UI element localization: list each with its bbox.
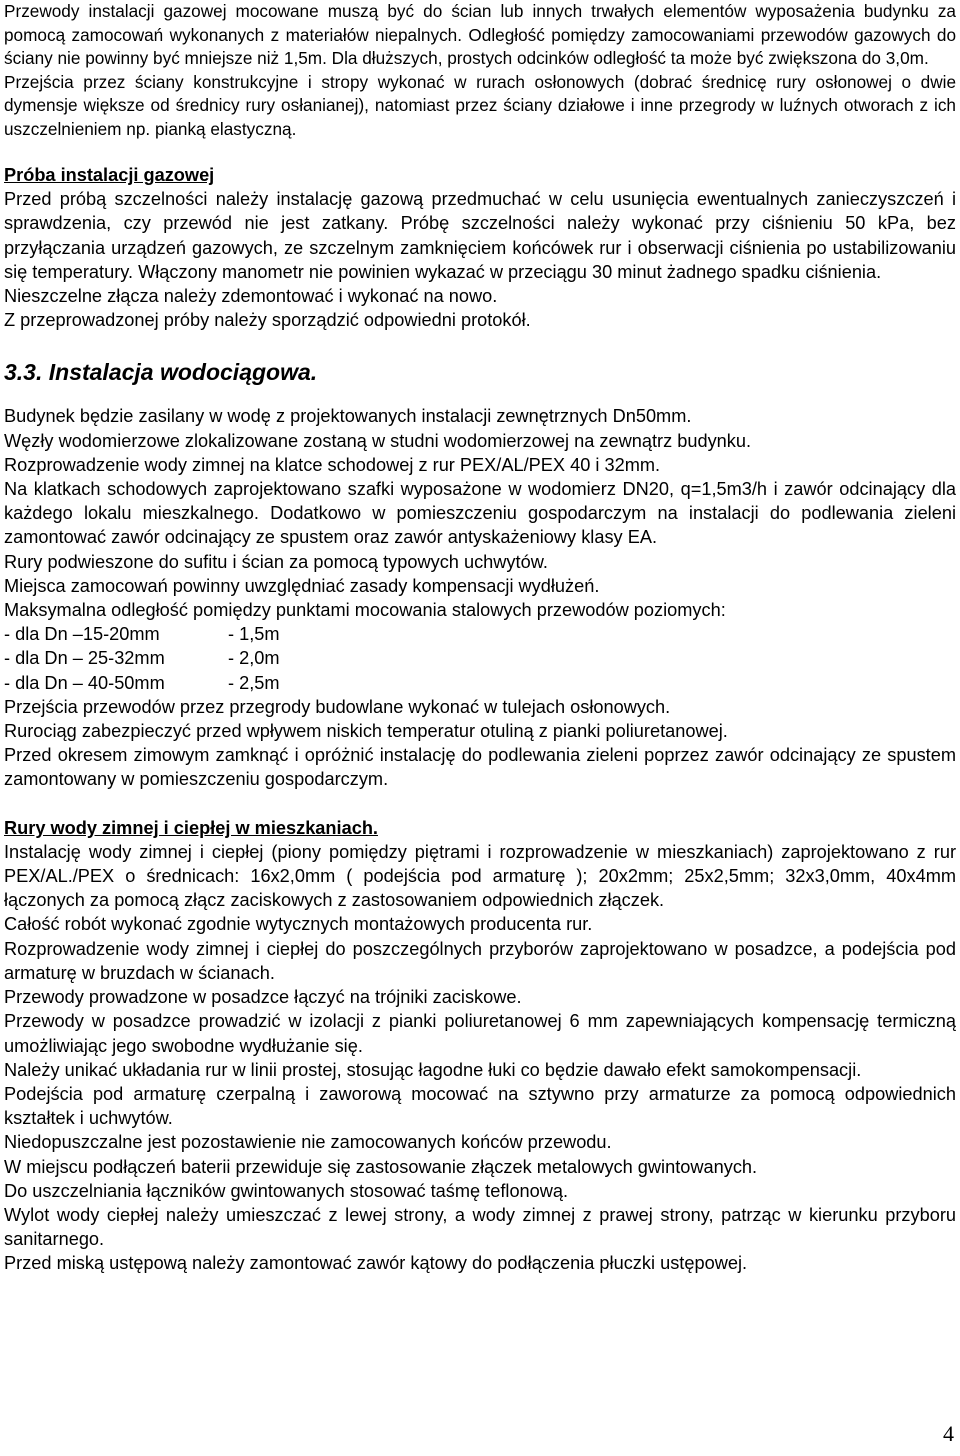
pipes-paragraph-8: Niedopuszczalne jest pozostawienie nie zamocowanych końców przewodu. — [4, 1132, 612, 1153]
water-paragraph-7: Maksymalna odległość pomiędzy punktami mocowania stalowych przewodów poziomych: — [4, 600, 726, 621]
pipes-paragraph-5: Przewody w posadzce prowadzić w izolacji z pianki poliuretanowej 6 mm zapewniających kompensację termiczną umożliwiając jego swobodne wydłużanie się. — [4, 1011, 956, 1056]
spacer — [4, 386, 956, 404]
table-cell-distance: - 2,5m — [228, 672, 280, 693]
water-paragraph-10: Przed okresem zimowym zamknąć i opróżnić instalację do podlewania zieleni poprzez zawór odcinający ze spustem zamontowany w pomieszczeniu gospodarczym. — [4, 745, 956, 790]
gas-test-paragraph: Przed próbą szczelności należy instalację gazową przedmuchać w celu usunięcia ewentualnych zanieczyszczeń i sprawdzenia, czy przewód nie jest zatkany. Próbę szczelności należy wykonać przy ciśnieniu 50 kPa, bez przyłączania urządzeń gazowych, ze szczelnym zamknięciem końcówek rur i obserwacji ciśnienia po ustabilizowaniu się temperatury. Włączony manometr nie powinien wykazać w przeciągu 30 minut żadnego spadku ciśnienia. — [4, 189, 956, 282]
water-paragraph-8: Przejścia przewodów przez przegrody budowlane wykonać w tulejach osłonowych. — [4, 696, 671, 717]
water-paragraph-2: Węzły wodomierzowe zlokalizowane zostaną w studni wodomierzowej na zewnątrz budynku. — [4, 430, 752, 451]
document-page — [4, 0, 956, 1276]
pipes-paragraph-3: Rozprowadzenie wody zimnej i ciepłej do poszczególnych przyborów zaprojektowano w posadzce, a podejścia pod armaturę w bruzdach w ścianach. — [4, 938, 956, 983]
table-row — [4, 671, 956, 695]
pipes-paragraph-7: Podejścia pod armaturę czerpalną i zaworową mocować na sztywno przy armaturze za pomocą odpowiednich kształtek i uchwytów. — [4, 1083, 956, 1129]
water-paragraph-1: Budynek będzie zasilany w wodę z projektowanych instalacji zewnętrznych Dn50mm. — [4, 406, 692, 427]
table-row — [4, 622, 956, 646]
gas-intro-paragraph: Przewody instalacji gazowej mocowane muszą być do ścian lub innych trwałych elementów wyposażenia budynku za pomocą zamocowań wykonanych z materiałów niepalnych. Odległość pomiędzy zamocowaniami przewodów gazowych do ściany nie powinny być mniejsze niż 1,5m. Dla dłuższych, prostych odcinków odległość ta może być zwiększona do 3,0m. — [4, 1, 956, 68]
water-paragraph-3: Rozprowadzenie wody zimnej na klatce schodowej z rur PEX/AL/PEX 40 i 32mm. — [4, 454, 661, 475]
pipes-paragraph-10: Do uszczelniania łączników gwintowanych stosować taśmę teflonową. — [4, 1180, 569, 1201]
water-paragraph-9: Rurociąg zabezpieczyć przed wpływem niskich temperatur otuliną z pianki poliuretanowej. — [4, 721, 728, 742]
table-cell-range: - dla Dn – 25-32mm — [4, 648, 165, 669]
page-number: 4 — [943, 1421, 954, 1446]
water-paragraph-4: Na klatkach schodowych zaprojektowano szafki wyposażone w wodomierz DN20, q=1,5m3/h i zawór odcinający dla każdego lokalu mieszkalnego. Dodatkowo w pomieszczeniu gospodarczym na instalacji do podlewania zieleni zamontować zawór odcinający ze spustem oraz zawór antyskażeniowy klasy EA. — [4, 479, 956, 548]
pipes-paragraph-1: Instalację wody zimnej i ciepłej (piony pomiędzy piętrami i rozprowadzenie w mieszkaniach) zaprojektowano z rur PEX/AL./PEX o średnicach: 16x2,0mm ( podejścia pod armaturę ); 20x2mm; 25x2,5mm; 32x3,0mm, 40x4mm łączonych za pomocą złącz zaciskowych z zastosowaniem odpowiednich złączek. — [4, 841, 956, 911]
gas-test-heading: Próba instalacji gazowej — [4, 165, 215, 185]
table-cell-distance: - 2,0m — [228, 648, 280, 669]
pipes-paragraph-9: W miejscu podłączeń baterii przewiduje się zastosowanie złączek metalowych gwintowanych. — [4, 1156, 758, 1177]
water-paragraph-5: Rury podwieszone do sufitu i ścian za pomocą typowych uchwytów. — [4, 551, 548, 572]
pipes-paragraph-11: Wylot wody ciepłej należy umieszczać z lewej strony, a wody zimnej z prawej strony, patrząc w kierunku przyboru sanitarnego. — [4, 1204, 956, 1250]
pipes-paragraph-6: Należy unikać układania rur w linii prostej, stosując łagodne łuki co będzie dawało efekt samokompensacji. — [4, 1059, 862, 1080]
pipes-paragraph-2: Całość robót wykonać zgodnie wytycznych montażowych producenta rur. — [4, 914, 593, 935]
pipes-paragraph-12: Przed miską ustępową należy zamontować zawór kątowy do podłączenia płuczki ustępowej. — [4, 1253, 748, 1274]
pipes-heading: Rury wody zimnej i ciepłej w mieszkaniach. — [4, 817, 378, 838]
pipes-paragraph-4: Przewody prowadzone w posadzce łączyć na trójniki zaciskowe. — [4, 987, 522, 1008]
gas-leaky-joints-paragraph: Nieszczelne złącza należy zdemontować i wykonać na nowo. — [4, 286, 498, 307]
table-row — [4, 646, 956, 670]
table-cell-distance: - 1,5m — [228, 624, 280, 645]
table-cell-range: - dla Dn –15-20mm — [4, 624, 160, 645]
gas-passages-paragraph: Przejścia przez ściany konstrukcyjne i stropy wykonać w rurach osłonowych (dobrać średnicę rury osłonowej o dwie dymensje większe od średnicy rury osłanianej), natomiast przez ściany działowe i inne przegrody w luźnych otworach z ich uszczelnieniem np. pianką elastyczną. — [4, 71, 956, 139]
section-title: 3.3. Instalacja wodociągowa. — [4, 359, 318, 386]
table-cell-range: - dla Dn – 40-50mm — [4, 672, 165, 693]
spacing-table — [4, 622, 956, 695]
water-paragraph-6: Miejsca zamocowań powinny uwzględniać zasady kompensacji wydłużeń. — [4, 575, 600, 596]
gas-protocol-paragraph: Z przeprowadzonej próby należy sporządzić odpowiedni protokół. — [4, 310, 531, 331]
